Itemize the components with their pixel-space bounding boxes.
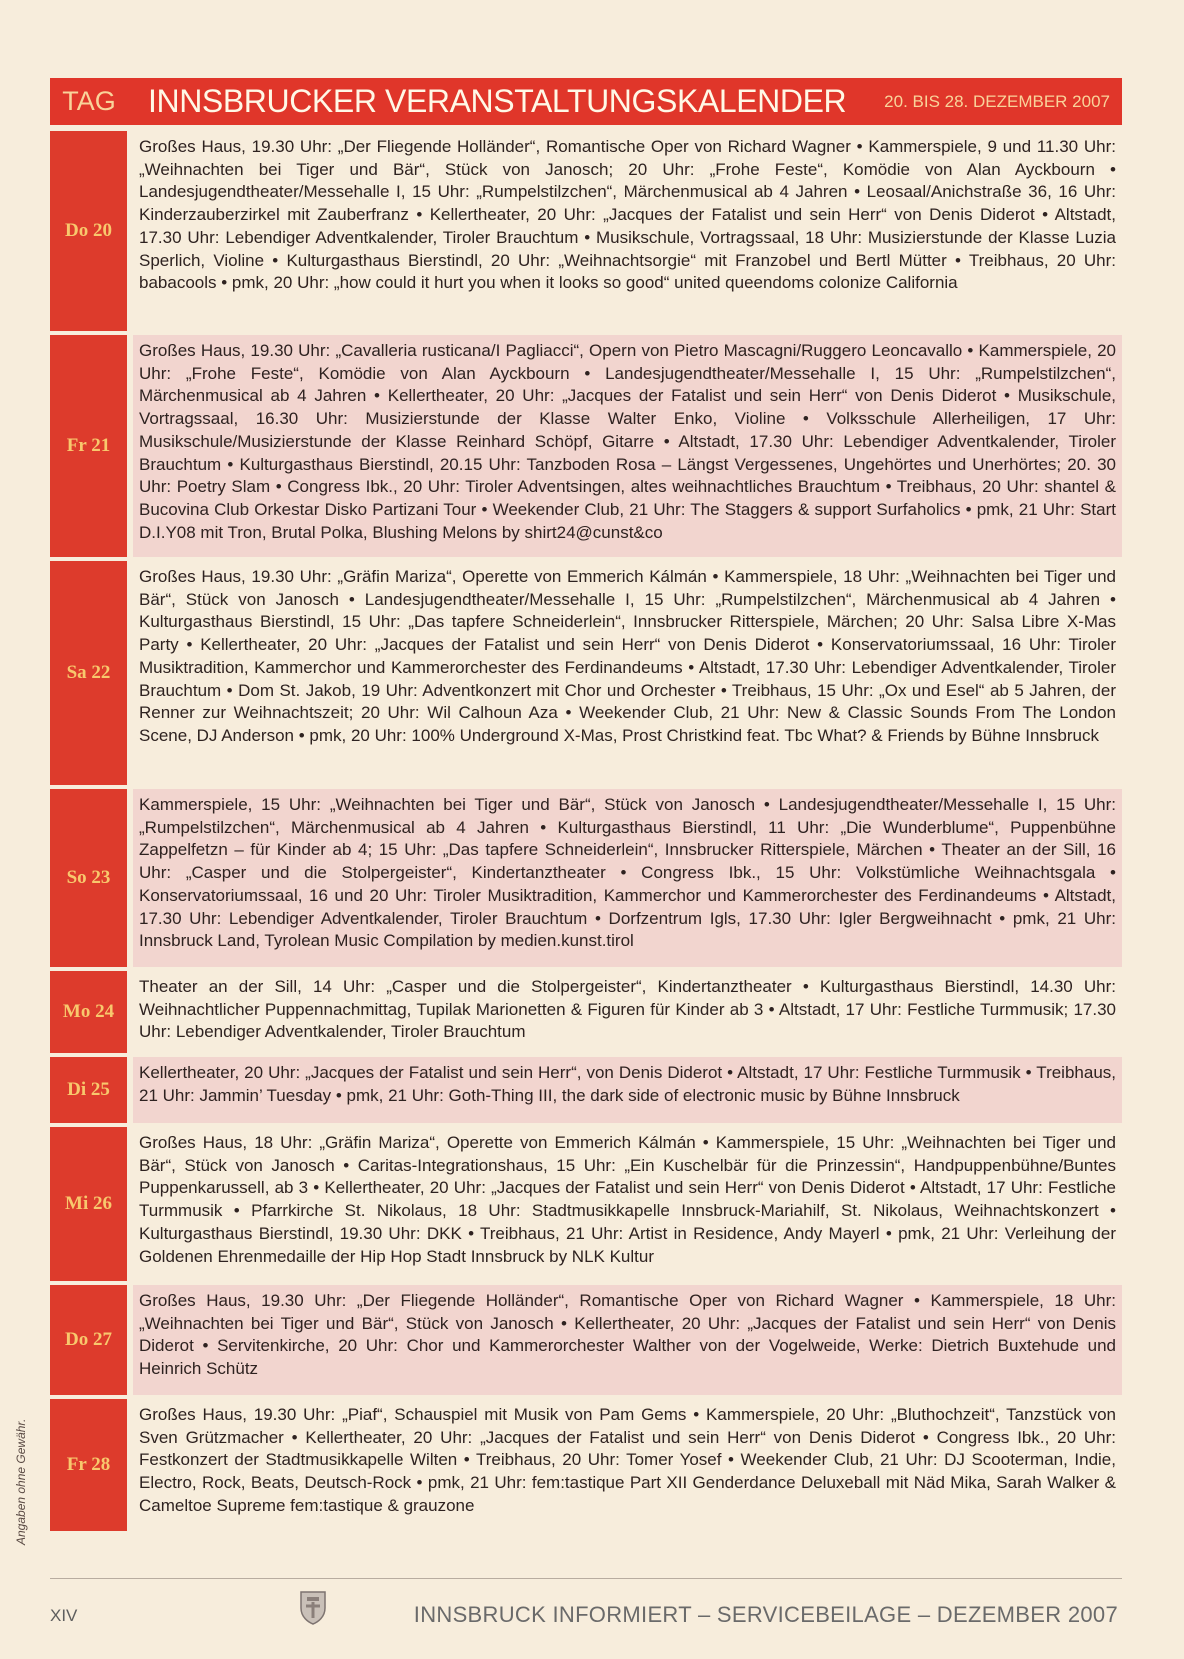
- day-events: Theater an der Sill, 14 Uhr: „Casper und die Stolpergeister“, Kindertanztheater • Kulturgasthaus Bierstindl, 14.30 Uhr: Weihnachtlicher Puppennachmittag, Tupilak Marionetten & Figuren für Kinder ab 3 • Altstadt, 17 Uhr: Festliche Turmmusik; 17.30 Uhr: Lebendiger Adventkalender, Tiroler Brauchtum: [133, 971, 1122, 1057]
- publication-footer: INNSBRUCK INFORMIERT – SERVICEBEILAGE – DEZEMBER 2007: [413, 1602, 1118, 1627]
- day-row: [50, 1127, 1122, 1285]
- disclaimer-note: Angaben ohne Gewähr.: [14, 1418, 28, 1545]
- day-events: Großes Haus, 19.30 Uhr: „Der Fliegende Holländer“, Romantische Oper von Richard Wagner • Kammerspiele, 18 Uhr: „Weihnachten bei Tiger und Bär“, Stück von Janosch • Kellertheater, 20 Uhr: „Jacques der Fatalist und sein Herr“ von Denis Diderot • Servitenkirche, 20 Uhr: Chor und Kammerorchester Walther von der Vogelweide, Werke: Dietrich Buxtehude und Heinrich Schütz: [133, 1285, 1122, 1399]
- day-events: Großes Haus, 19.30 Uhr: „Gräfin Mariza“, Operette von Emmerich Kálmán • Kammerspiele, 18 Uhr: „Weihnachten bei Tiger und Bär“, Stück von Janosch • Landesjugendtheater/Messehalle I, 15 Uhr: „Rumpelstilzchen“, Märchenmusical ab 4 Jahren • Kulturgasthaus Bierstindl, 15 Uhr: „Das tapfere Schneiderlein“, Innsbrucker Ritterspiele, Märchen; 20 Uhr: Salsa Libre X-Mas Party • Kellertheater, 20 Uhr: „Jacques der Fatalist und sein Herr“ von Denis Diderot • Konservatoriumssaal, 16 Uhr: Tiroler Musiktradition, Kammerchor und Kammerorchester des Ferdinandeums • Altstadt, 17.30 Uhr: Lebendiger Adventkalender, Tiroler Brauchtum • Dom St. Jakob, 19 Uhr: Adventkonzert mit Chor und Orchester • Treibhaus, 15 Uhr: „Ox und Esel“ ab 5 Jahren, der Renner zur Weihnachtszeit; 20 Uhr: Wil Calhoun Aza • Weekender Club, 21 Uhr: New & Classic Sounds From The London Scene, DJ Anderson • pmk, 20 Uhr: 100% Underground X-Mas, Prost Christkind feat. Tbc What? & Friends by Bühne Innsbruck: [133, 561, 1122, 789]
- day-row: [50, 971, 1122, 1057]
- calendar-header: [50, 78, 1122, 125]
- day-row: [50, 1285, 1122, 1399]
- calendar-page: [50, 78, 1122, 1535]
- day-label: Mi 26: [50, 1127, 127, 1285]
- day-label: Do 20: [50, 131, 127, 335]
- day-events: Großes Haus, 18 Uhr: „Gräfin Mariza“, Operette von Emmerich Kálmán • Kammerspiele, 15 Uhr: „Weihnachten bei Tiger und Bär“, Stück von Janosch • Caritas-Integrationshaus, 15 Uhr: „Ein Kuschelbär für die Prinzessin“, Handpuppenbühne/Buntes Puppenkarussell, ab 3 • Kellertheater, 20 Uhr: „Jacques der Fatalist und sein Herr“ von Denis Diderot • Altstadt, 17 Uhr: Festliche Turmmusik • Pfarrkirche St. Nikolaus, 18 Uhr: Stadtmusikkapelle Innsbruck-Mariahilf, St. Nikolaus, Weihnachtskonzert • Kulturgasthaus Bierstindl, 19.30 Uhr: DKK • Treibhaus, 21 Uhr: Artist in Residence, Andy Mayerl • pmk, 21 Uhr: Verleihung der Goldenen Ehrenmedaille der Hip Hop Stadt Innsbruck by NLK Kultur: [133, 1127, 1122, 1285]
- day-row: [50, 1057, 1122, 1127]
- day-list: [50, 131, 1122, 1535]
- day-row: [50, 789, 1122, 971]
- day-row: [50, 561, 1122, 789]
- day-row: [50, 1399, 1122, 1535]
- day-label: Do 27: [50, 1285, 127, 1399]
- day-label: So 23: [50, 789, 127, 971]
- day-label: Fr 28: [50, 1399, 127, 1535]
- date-range: 20. BIS 28. DEZEMBER 2007: [884, 91, 1110, 111]
- day-label: Mo 24: [50, 971, 127, 1057]
- day-row: [50, 335, 1122, 561]
- page-title: INNSBRUCKER VERANSTALTUNGSKALENDER: [148, 83, 847, 119]
- day-events: Großes Haus, 19.30 Uhr: „Cavalleria rusticana/I Pagliacci“, Opern von Pietro Mascagni/Ruggero Leoncavallo • Kammerspiele, 20 Uhr: „Frohe Feste“, Komödie von Alan Ayckbourn • Landesjugendtheater/Messehalle I, 15 Uhr: „Rumpelstilzchen“, Märchenmusical ab 4 Jahren • Kellertheater, 20 Uhr: „Jacques der Fatalist und sein Herr“ von Denis Diderot • Musikschule, Vortragssaal, 16.30 Uhr: Musizierstunde der Klasse Walter Enko, Violine • Volksschule Allerheiligen, 17 Uhr: Musikschule/Musizierstunde der Klasse Reinhard Schöpf, Gitarre • Altstadt, 17.30 Uhr: Lebendiger Adventkalender, Tiroler Brauchtum • Kulturgasthaus Bierstindl, 20.15 Uhr: Tanzboden Rosa – Längst Vergessenes, Ungehörtes und Unerhörtes; 20. 30 Uhr: Poetry Slam • Congress Ibk., 20 Uhr: Tiroler Adventsingen, altes weihnachtliches Brauchtum • Treibhaus, 20 Uhr: shantel & Bucovina Club Orkestar Disko Partizani Tour • Weekender Club, 21 Uhr: The Staggers & support Surfaholics • pmk, 21 Uhr: Start D.I.Y08 mit Tron, Brutal Polka, Blushing Melons by shirt24@cunst&co: [133, 335, 1122, 561]
- day-row: [50, 131, 1122, 335]
- day-label: Di 25: [50, 1057, 127, 1127]
- day-events: Kellertheater, 20 Uhr: „Jacques der Fatalist und sein Herr“, von Denis Diderot • Altstadt, 17 Uhr: Festliche Turmmusik • Treibhaus, 21 Uhr: Jammin’ Tuesday • pmk, 21 Uhr: Goth-Thing III, the dark side of electronic music by Bühne Innsbruck: [133, 1057, 1122, 1127]
- header-tag-label: TAG: [62, 86, 116, 116]
- footer-divider: [50, 1578, 1122, 1579]
- day-label: Sa 22: [50, 561, 127, 789]
- page-number: XIV: [50, 1606, 78, 1625]
- day-events: Großes Haus, 19.30 Uhr: „Der Fliegende Holländer“, Romantische Oper von Richard Wagner • Kammerspiele, 9 und 11.30 Uhr: „Weihnachten bei Tiger und Bär“, Stück von Janosch; 20 Uhr: „Frohe Feste“, Komödie von Alan Ayckbourn • Landesjugendtheater/Messehalle I, 15 Uhr: „Rumpelstilzchen“, Märchenmusical ab 4 Jahren • Leosaal/Anichstraße 36, 16 Uhr: Kinderzauberzirkel mit Zauberfranz • Kellertheater, 20 Uhr: „Jacques der Fatalist und sein Herr“ von Denis Diderot • Altstadt, 17.30 Uhr: Lebendiger Adventkalender, Tiroler Brauchtum • Musikschule, Vortragssaal, 18 Uhr: Musizierstunde der Klasse Luzia Sperlich, Violine • Kulturgasthaus Bierstindl, 20 Uhr: „Weihnachtsorgie“ mit Franzobel und Bertl Mütter • Treibhaus, 20 Uhr: babacools • pmk, 20 Uhr: „how could it hurt you when it looks so good“ united queendoms colonize California: [133, 131, 1122, 335]
- day-label: Fr 21: [50, 335, 127, 561]
- day-events: Großes Haus, 19.30 Uhr: „Piaf“, Schauspiel mit Musik von Pam Gems • Kammerspiele, 20 Uhr: „Bluthochzeit“, Tanzstück von Sven Grützmacher • Kellertheater, 20 Uhr: „Jacques der Fatalist und sein Herr“ von Denis Diderot • Congress Ibk., 20 Uhr: Festkonzert der Stadtmusikkapelle Wilten • Treibhaus, 20 Uhr: Tomer Yosef • Weekender Club, 21 Uhr: DJ Scooterman, Indie, Electro, Rock, Beats, Deutsch-Rock • pmk, 21 Uhr: fem:tastique Part XII Genderdance Deluxeball mit Näd Mika, Sarah Walker & Cameltoe Supreme fem:tastique & grauzone: [133, 1399, 1122, 1535]
- city-crest-icon: [298, 1588, 328, 1626]
- day-events: Kammerspiele, 15 Uhr: „Weihnachten bei Tiger und Bär“, Stück von Janosch • Landesjugendtheater/Messehalle I, 15 Uhr: „Rumpelstilzchen“, Märchenmusical ab 4 Jahren • Kulturgasthaus Bierstindl, 11 Uhr: „Die Wunderblume“, Puppenbühne Zappelfetzn – für Kinder ab 4; 15 Uhr: „Das tapfere Schneiderlein“, Innsbrucker Ritterspiele, Märchen • Theater an der Sill, 16 Uhr: „Casper und die Stolpergeister“, Kindertanztheater • Congress Ibk., 15 Uhr: Volkstümliche Weihnachtsgala • Konservatoriumssaal, 16 und 20 Uhr: Tiroler Musiktradition, Kammerchor und Kammerorchester des Ferdinandeums • Altstadt, 17.30 Uhr: Lebendiger Adventkalender, Tiroler Brauchtum • Dorfzentrum Igls, 17.30 Uhr: Igler Bergweihnacht • pmk, 21 Uhr: Innsbruck Land, Tyrolean Music Compilation by medien.kunst.tirol: [133, 789, 1122, 971]
